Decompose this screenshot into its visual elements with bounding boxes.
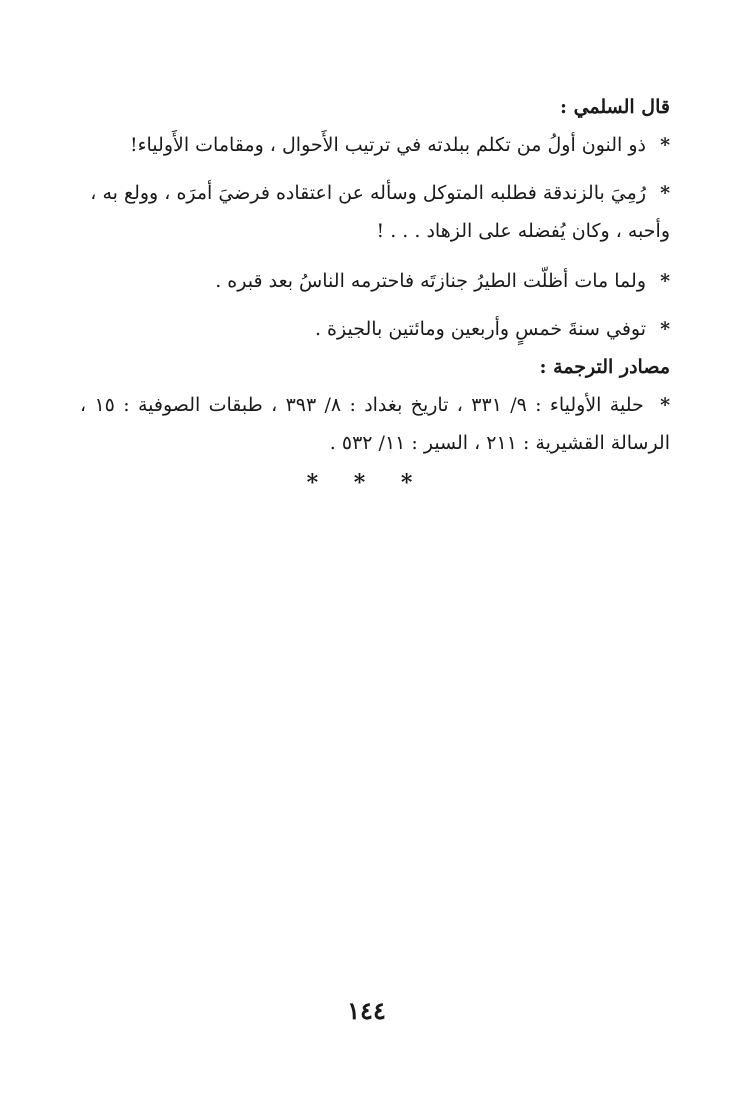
bullet-icon: *	[660, 182, 670, 204]
sources-text: حلية الأولياء : ٩/ ٣٣١ ، تاريخ بغداد : ٨/ ٣٩٣ ، طبقات الصوفية : ١٥ ، الرسالة القشيرية : ٢١١ ، السير : ١١/ ٥٣٢ .	[80, 394, 670, 454]
bullet-icon: *	[660, 270, 670, 292]
item-text: ولما مات أظلّت الطيرُ جنازتَه فاحترمه الناسُ بعد قبره .	[215, 270, 647, 292]
bullet-icon: *	[660, 394, 670, 416]
list-item	[80, 174, 670, 250]
bullet-icon: *	[660, 134, 670, 156]
sources-list	[80, 386, 670, 462]
list-item	[80, 262, 670, 300]
list-item	[80, 310, 670, 348]
page-number: ١٤٤	[347, 996, 386, 1025]
section-heading-sources: مصادر الترجمة :	[539, 356, 670, 378]
item-text: توفي سنةَ خمسٍ وأربعين ومائتين بالجيزة .	[314, 318, 647, 340]
section-heading-sulami: قال السلمي :	[559, 96, 670, 118]
section-separator: * * *	[306, 470, 427, 496]
list-item	[80, 126, 670, 164]
item-text: ذو النون أولُ من تكلم ببلدته في ترتيب الأَحوال ، ومقامات الأَولياء!	[129, 134, 647, 156]
bullet-icon: *	[660, 318, 670, 340]
item-text: رُمِيَ بالزندقة فطلبه المتوكل وسأله عن اعتقاده فرضيَ أمرَه ، وولع به ، وأحبه ، وكان يُفضله على الزهاد . . . !	[90, 182, 670, 242]
biography-text	[80, 88, 670, 462]
